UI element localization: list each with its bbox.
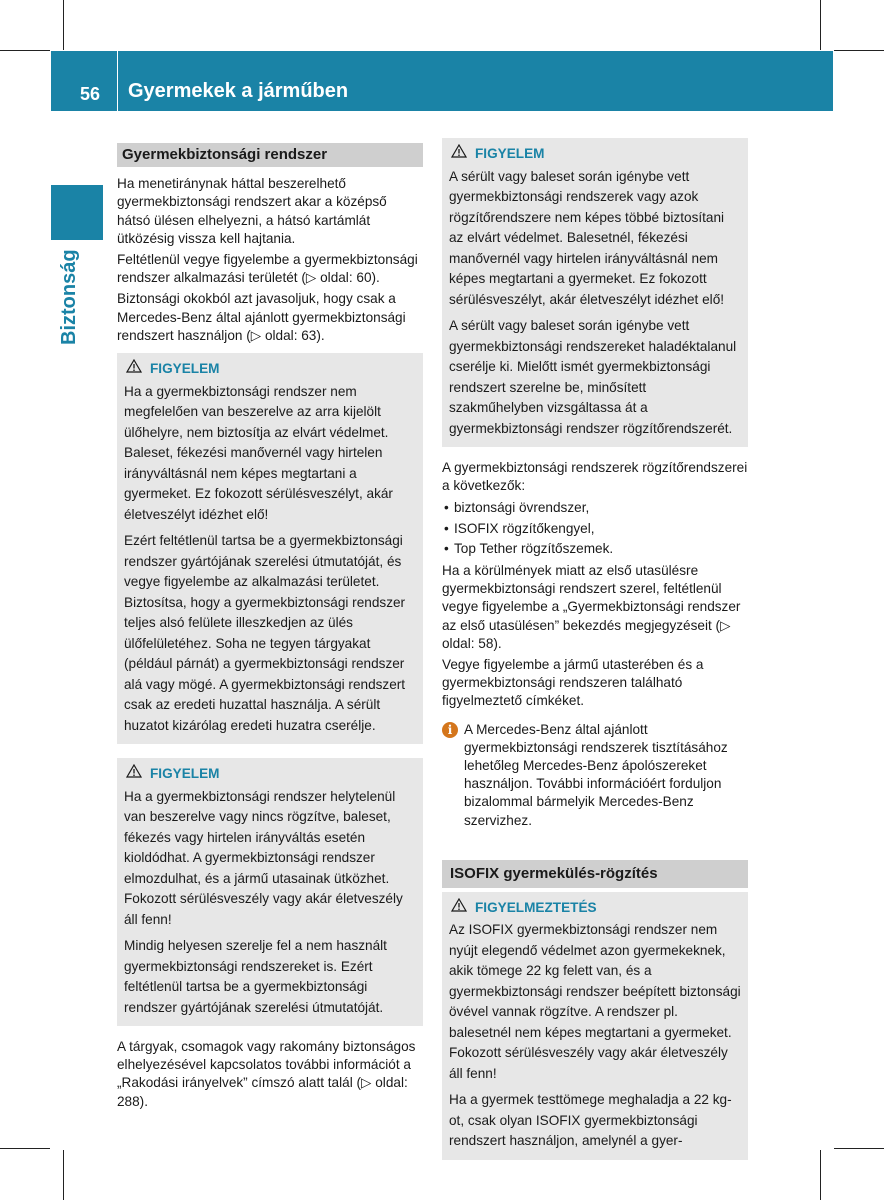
left-column bbox=[117, 143, 423, 1114]
bullet-list bbox=[442, 498, 748, 560]
warning-triangle-icon bbox=[451, 144, 467, 165]
warning-text: Mindig helyesen szerelje fel a nem használt gyermekbiztonsági rendszereket is. Ezért feltétlenül tartsa be a gyermekbiztonsági rendszer gyártójának szerelési útmutatóját. bbox=[124, 938, 387, 1015]
warning-text: Ha a gyermek testtömege meghaladja a 22 kg-ot, csak olyan ISOFIX gyermekbiztonsági rendszert használjon, amelynél a gyer- bbox=[449, 1092, 732, 1149]
warning-text: Ha a gyermekbiztonsági rendszer helytelenül van beszerelve vagy nincs rögzítve, baleset, fékezés vagy hirtelen irányváltás esetén kioldódhat. A gyermekbiztonsági rendszer elmozdulhat, és a jármű utasainak ütközhet. Fokozott sérülésveszély vagy akár életveszély áll fenn! bbox=[124, 788, 403, 927]
warning-title-text: FIGYELMEZTETÉS bbox=[475, 899, 597, 915]
warning-text: A sérült vagy baleset során igénybe vett gyermekbiztonsági rendszerek vagy azok rögzítőrendszere nem képes többé biztosítani az elvárt védelmet. Balesetnél, fékezési manővernél vagy hirtelen irányváltásnál nem képes megtartani a gyermeket. Ez fokozott sérülésveszélyt, akár életveszélyt idézhet elő! bbox=[449, 168, 725, 307]
warning-box bbox=[117, 758, 423, 1026]
warning-box bbox=[117, 353, 423, 744]
crop-mark bbox=[834, 50, 884, 51]
page-number: 56 bbox=[80, 84, 101, 104]
crop-mark bbox=[63, 1150, 64, 1200]
crop-mark bbox=[0, 1148, 50, 1149]
crop-mark bbox=[63, 0, 64, 50]
info-note bbox=[442, 721, 748, 830]
warning-title-text: FIGYELEM bbox=[150, 766, 220, 782]
warning-title bbox=[124, 359, 416, 380]
crop-mark bbox=[0, 50, 50, 51]
warning-title-text: FIGYELEM bbox=[150, 361, 220, 377]
warning-title-text: FIGYELEM bbox=[475, 146, 545, 161]
warning-text: Ha a gyermekbiztonsági rendszer nem megfelelően van beszerelve az arra kijelölt ülőhelyre, nem biztosítja az elvárt védelmet. Baleset, fékezési manővernél vagy hirtelen irányváltásnál nem képes megtartani a gyermeket. Ez fokozott sérülésveszélyt, akár életveszélyt idézhet elő! bbox=[124, 383, 393, 522]
side-tab-label: Biztonság bbox=[58, 249, 80, 345]
paragraph: Ha a körülmények miatt az első utasülésre gyermekbiztonsági rendszert szerel, feltétlenül vegye figyelembe a „Gyermekbiztonsági rendszer az első utasülésen” bekezdés megjegyzéseit (▷ oldal: 58). bbox=[442, 562, 741, 651]
crop-mark bbox=[834, 1148, 884, 1149]
warning-title bbox=[449, 144, 741, 165]
paragraph: Biztonsági okokból azt javasoljuk, hogy csak a Mercedes-Benz által ajánlott gyermekbiztonsági rendszert használjon (▷ oldal: 63). bbox=[117, 291, 406, 343]
section-title: Gyermekbiztonsági rendszer bbox=[117, 143, 423, 167]
warning-text: A sérült vagy baleset során igénybe vett gyermekbiztonsági rendszereket haladéktalanul cserélje ki. Mielőtt ismét gyermekbiztonsági rendszert szerelne be, minősített szakműhelyben vizsgáltassa át a gyermekbiztonsági rendszer rögzítőrendszerét. bbox=[449, 318, 737, 436]
info-icon: i bbox=[442, 722, 458, 738]
side-tab-marker bbox=[51, 185, 103, 240]
warning-triangle-icon bbox=[126, 764, 142, 785]
warning-box bbox=[442, 138, 748, 447]
warning-title bbox=[124, 764, 416, 785]
right-column bbox=[442, 138, 748, 1170]
list-item: • biztonsági övrendszer, bbox=[442, 498, 748, 519]
paragraph: A gyermekbiztonsági rendszerek rögzítőrendszerei a következők: bbox=[442, 460, 748, 494]
paragraph: Feltétlenül vegye figyelembe a gyermekbiztonsági rendszer alkalmazási területét (▷ oldal: 60). bbox=[117, 252, 418, 286]
info-text: A Mercedes-Benz által ajánlott gyermekbiztonsági rendszerek tisztításához lehetőleg Mercedes-Benz ápolószereket használjon. További információért forduljon bizalommal bármelyik Mercedes-Benz szervizhez. bbox=[464, 721, 728, 828]
list-item: • Top Tether rögzítőszemek. bbox=[442, 539, 748, 560]
warning-text: Az ISOFIX gyermekbiztonsági rendszer nem nyújt elegendő védelmet azon gyermekeknek, akik tömege 22 kg felett van, és a gyermekbiztonsági rendszer beépített biztonsági övével vannak rögzítve. A rendszer pl. balesetnél nem képes megtartani a gyermeket. Fokozott sérülésveszély vagy akár életveszély áll fenn! bbox=[449, 922, 741, 1081]
warning-title bbox=[449, 898, 741, 919]
paragraph: Vegye figyelembe a jármű utasterében és a gyermekbiztonsági rendszeren található figyelmeztető címkéket. bbox=[442, 656, 704, 709]
list-item: • ISOFIX rögzítőkengyel, bbox=[442, 519, 748, 540]
crop-mark bbox=[820, 0, 821, 50]
paragraph: A tárgyak, csomagok vagy rakomány biztonságos elhelyezésével kapcsolatos további információt a „Rakodási irányelvek” címszó alatt talál (▷ oldal: 288). bbox=[117, 1039, 416, 1109]
warning-text: Ezért feltétlenül tartsa be a gyermekbiztonsági rendszer gyártójának szerelési útmutatóját, és vegye figyelembe az alkalmazási területet. Biztosítsa, hogy a gyermekbiztonsági rendszer teljes alsó felülete illeszkedjen az ülés ülőfelületéhez. Soha ne tegyen tárgyakat (például párnát) a gyermekbiztonsági rendszer alá vagy mögé. A gyermekbiztonsági rendszert csak az eredeti huzattal használja. A sérült huzatot kizárólag eredeti huzatra cserélje. bbox=[124, 533, 406, 733]
warning-box bbox=[442, 892, 748, 1160]
warning-triangle-icon bbox=[451, 898, 467, 919]
crop-mark bbox=[820, 1150, 821, 1200]
warning-triangle-icon bbox=[126, 359, 142, 380]
paragraph: Ha menetiránynak háttal beszerelhető gyermekbiztonsági rendszert akar a középső hátsó ülésen elhelyezni, a hátsó kartámlát ütközésig vissza kell hajtania. bbox=[117, 176, 387, 246]
page-title: Gyermekek a járműben bbox=[128, 80, 349, 102]
section-title: ISOFIX gyermekülés-rögzítés bbox=[442, 860, 748, 888]
